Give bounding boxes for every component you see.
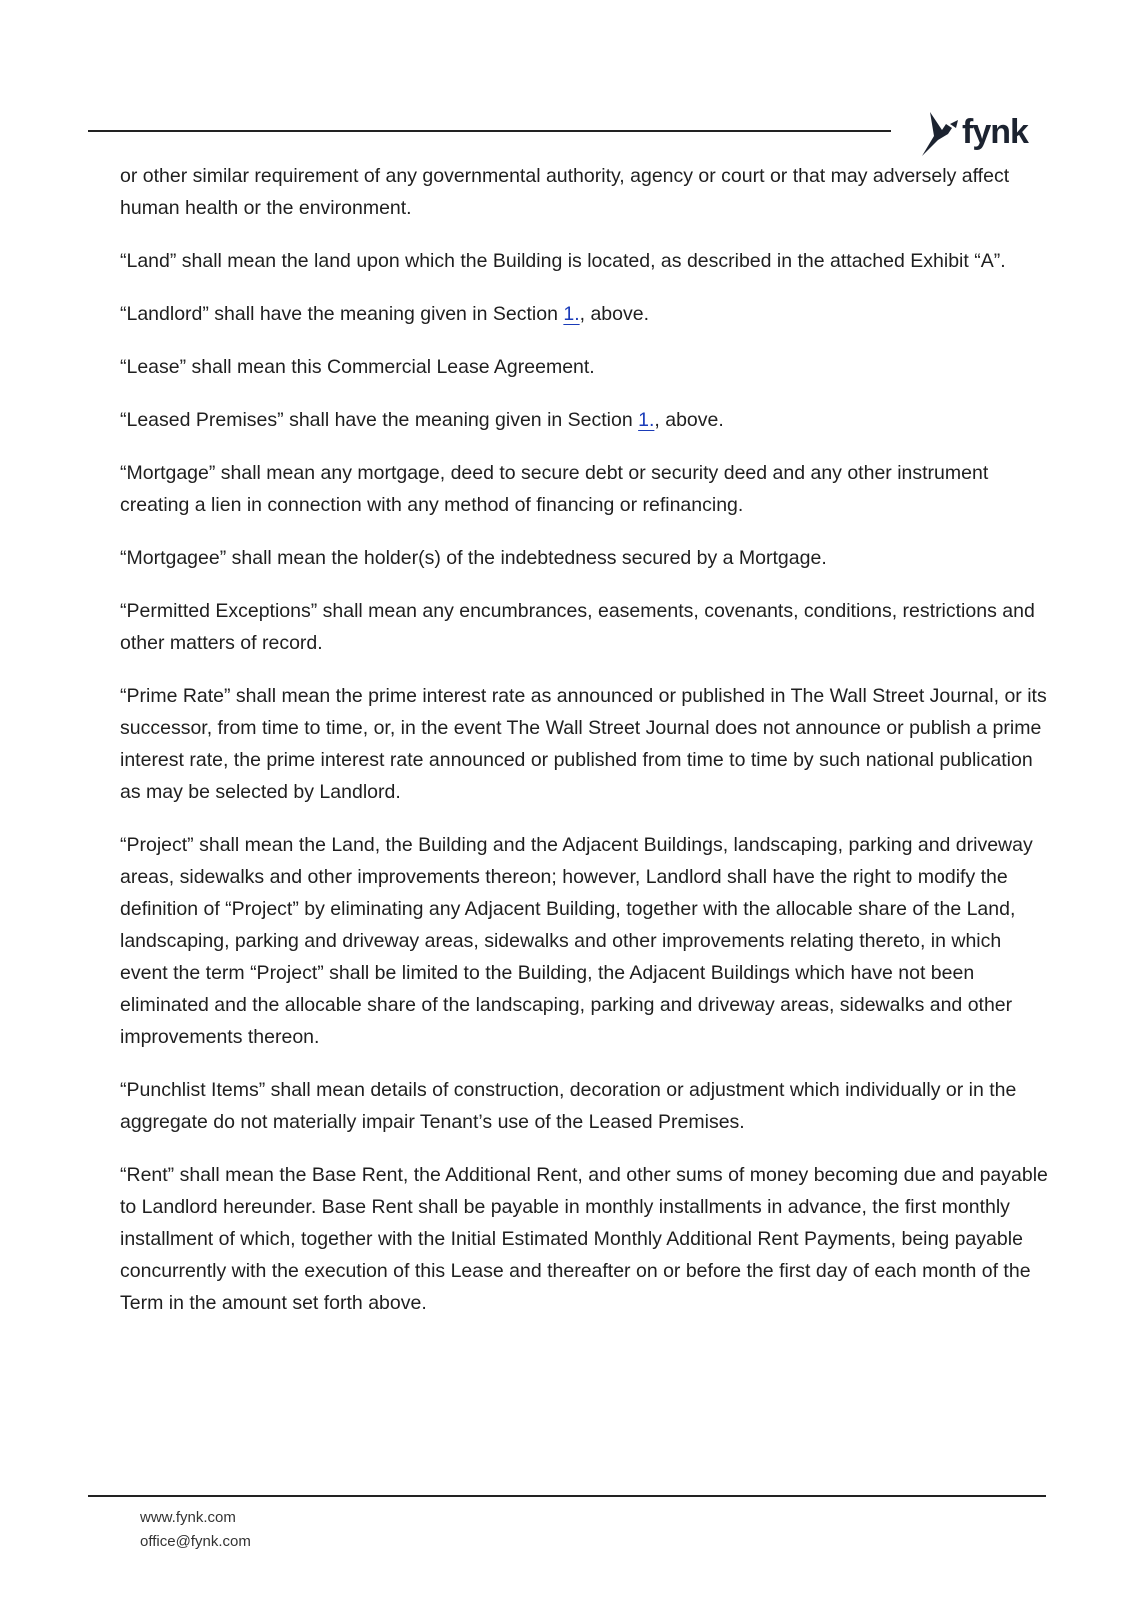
definition-leased-premises: [120, 404, 1050, 436]
document-body: [120, 160, 1050, 1340]
definition-mortgagee: “Mortgagee” shall mean the holder(s) of the indebtedness secured by a Mortgage.: [120, 547, 827, 569]
section-reference-link[interactable]: 1.: [563, 303, 580, 325]
brand-logo: [916, 104, 1056, 160]
definition-mortgage: “Mortgage” shall mean any mortgage, deed to secure debt or security deed and any other instrument creating a lien in connection with any method of financing or refinancing.: [120, 462, 989, 516]
definition-land: “Land” shall mean the land upon which the Building is located, as described in the attached Exhibit “A”.: [120, 250, 1006, 272]
definition-landlord-suffix: , above.: [579, 303, 650, 325]
page-footer: [140, 1506, 251, 1554]
definition-paragraph: or other similar requirement of any governmental authority, agency or court or that may adversely affect human health or the environment.: [120, 165, 1010, 219]
definition-lease: “Lease” shall mean this Commercial Lease Agreement.: [120, 356, 595, 378]
definition-permitted-exceptions: “Permitted Exceptions” shall mean any encumbrances, easements, covenants, conditions, restrictions and other matters of record.: [120, 600, 1035, 654]
definition-landlord-text: “Landlord” shall have the meaning given in Section: [120, 303, 564, 325]
footer-divider: [88, 1495, 1046, 1497]
fynk-bird-logo-icon: [916, 106, 968, 158]
definition-leased-premises-suffix: , above.: [654, 409, 724, 431]
definition-rent: “Rent” shall mean the Base Rent, the Additional Rent, and other sums of money becoming due and payable to Landlord hereunder. Base Rent shall be payable in monthly installments in advance, the first monthly installment of which, together with the Initial Estimated Monthly Additional Rent Payments, being payable concurrently with the execution of this Lease and thereafter on or before the first day of each month of the Term in the amount set forth above.: [120, 1164, 1048, 1314]
header-divider: [88, 130, 891, 132]
brand-name: fynk: [962, 113, 1028, 151]
definition-leased-premises-text: “Leased Premises” shall have the meaning given in Section: [120, 409, 639, 431]
definition-prime-rate: “Prime Rate” shall mean the prime interest rate as announced or published in The Wall Street Journal, or its successor, from time to time, or, in the event The Wall Street Journal does not announce or publish a prime interest rate, the prime interest rate announced or published from time to time by such national publication as may be selected by Landlord.: [120, 685, 1047, 803]
definition-project: “Project” shall mean the Land, the Building and the Adjacent Buildings, landscaping, parking and driveway areas, sidewalks and other improvements thereon; however, Landlord shall have the right to modify the definition of “Project” by eliminating any Adjacent Building, together with the allocable share of the Land, landscaping, parking and driveway areas, sidewalks and other improvements relating thereto, in which event the term “Project” shall be limited to the Building, the Adjacent Buildings which have not been eliminated and the allocable share of the landscaping, parking and driveway areas, sidewalks and other improvements thereon.: [120, 834, 1033, 1048]
section-reference-link[interactable]: 1.: [638, 409, 655, 431]
footer-website: www.fynk.com: [140, 1509, 236, 1526]
footer-email: office@fynk.com: [140, 1533, 251, 1550]
definition-punchlist-items: “Punchlist Items” shall mean details of construction, decoration or adjustment which individually or in the aggregate do not materially impair Tenant’s use of the Leased Premises.: [120, 1079, 1017, 1133]
definition-landlord: [120, 298, 1050, 330]
